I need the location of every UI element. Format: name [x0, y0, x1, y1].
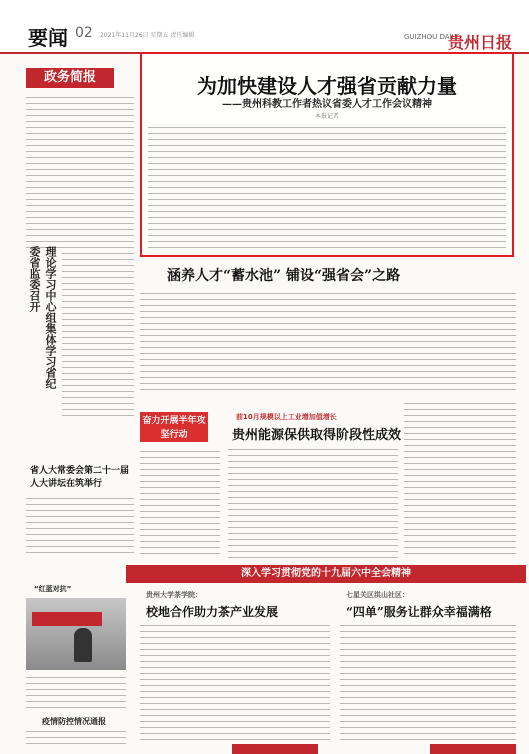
photo-banner	[32, 612, 102, 626]
reservoir-headline: 涵养人才“蓄水池” 铺设“强省会”之路	[167, 268, 401, 284]
drill-photo	[26, 598, 126, 670]
tea-kicker: 贵州大学茶学院：	[146, 591, 202, 599]
section-name: 要闻	[28, 26, 68, 50]
lead-story	[140, 52, 514, 257]
energy-kicker: 前10月规模以上工业增加值增长	[236, 413, 337, 421]
brand-english: GUIZHOU DAILY	[404, 33, 459, 41]
lead-headline: 为加快建设人才强省贡献力量	[197, 74, 457, 98]
epidemic-headline: 疫情防控情况通报	[42, 717, 106, 726]
energy-headline: 贵州能源保供取得阶段性成效	[232, 428, 402, 443]
tea-text	[140, 622, 330, 742]
campaign-tag: 奋力开展半年攻坚行动	[140, 412, 208, 442]
community-text	[340, 622, 516, 742]
theory-headline: 理论学习中心组集体学习省纪委省监委召开	[28, 246, 57, 389]
tea-headline: 校地合作助力茶产业发展	[146, 605, 279, 619]
lead-byline: 本报记者	[314, 113, 339, 120]
community-kicker: 七星关区洪山社区：	[346, 591, 409, 599]
masthead	[0, 0, 529, 54]
brand-logo: 贵州日报	[448, 33, 513, 52]
page-number: 02	[75, 25, 93, 41]
campaign-text	[140, 448, 220, 558]
footer-ribbon-left	[232, 744, 318, 754]
energy-text	[228, 446, 398, 558]
epidemic-text	[26, 728, 126, 744]
study-banner: 深入学习贯彻党的十九届六中全会精神	[126, 565, 526, 583]
red-blue-label: “红蓝对抗”	[34, 585, 72, 593]
politics-tag: 政务简报	[26, 68, 114, 88]
photo-caption	[26, 674, 126, 708]
lead-subhead: ——贵州科教工作者热议省委人才工作会议精神	[222, 99, 432, 110]
lead-text	[148, 124, 506, 252]
politics-text	[26, 94, 134, 249]
congress-headline: 省人大常委会第二十一届人大讲坛在筑举行	[30, 466, 130, 489]
right-column-text	[404, 400, 516, 558]
footer-ribbon-right	[430, 744, 516, 754]
theory-text	[62, 250, 134, 420]
congress-text	[26, 495, 134, 557]
community-headline: “四单”服务让群众幸福满格	[346, 605, 492, 619]
reservoir-text	[140, 290, 516, 390]
date-line: 2021年11月26日 星期五 责任编辑	[100, 32, 195, 39]
photo-figure	[74, 628, 92, 662]
